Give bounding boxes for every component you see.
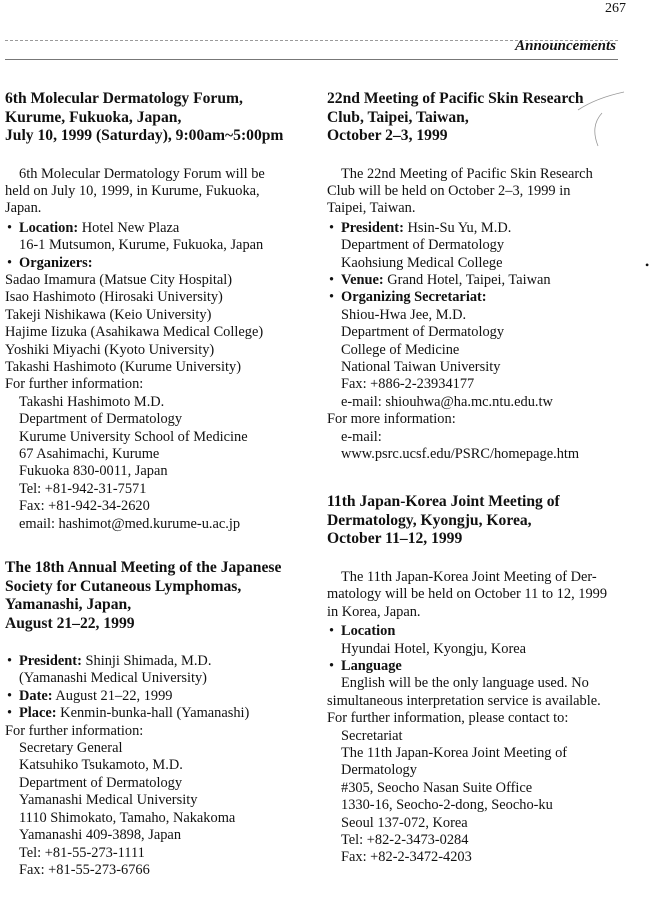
organizers-list xyxy=(5,272,309,376)
title-line: Yamanashi, Japan, xyxy=(5,596,132,614)
intro-paragraph xyxy=(327,166,625,218)
contact-line: #305, Seocho Nasan Suite Office xyxy=(341,779,533,796)
president-item xyxy=(327,220,625,272)
title-line: October 2–3, 1999 xyxy=(327,127,448,144)
contact-line: Department of Dermatology xyxy=(19,774,183,791)
announcement-title xyxy=(327,493,625,549)
more-info-label: For more information: xyxy=(327,411,456,428)
title-line: Dermatology, Kyongju, Korea, xyxy=(327,511,532,529)
title-line: Society for Cutaneous Lymphomas, xyxy=(5,577,242,595)
location-item xyxy=(327,623,625,658)
contact-line: Fax: +81-942-34-2620 xyxy=(19,498,150,515)
more-info-url: www.psrc.ucsf.edu/PSRC/homepage.htm xyxy=(341,446,580,462)
language-label: Language xyxy=(341,657,402,674)
contact-line: 67 Asahimachi, Kurume xyxy=(19,446,160,462)
president-line: Kaohsiung Medical College xyxy=(341,254,503,271)
further-info-label: For further information: xyxy=(5,722,144,739)
contact-line: Fax: +82-2-3472-4203 xyxy=(341,849,472,866)
title-line: The 18th Annual Meeting of the Japanese xyxy=(5,559,282,577)
contact-block xyxy=(5,394,309,533)
announcement-title xyxy=(5,559,309,633)
bullet-icon: • xyxy=(329,271,335,288)
bullet-icon: • xyxy=(329,219,335,236)
bullet-icon: • xyxy=(329,657,335,674)
contact-line: Seoul 137-072, Korea xyxy=(341,814,468,831)
bullet-icon: • xyxy=(329,289,335,306)
announcement-japan-korea-joint-meeting xyxy=(327,493,625,866)
contact-line: Fax: +81-55-273-6766 xyxy=(19,861,150,878)
right-column xyxy=(327,90,625,893)
more-info-block xyxy=(327,429,625,464)
announcement-title xyxy=(327,90,625,146)
secretariat-item xyxy=(327,289,625,411)
title-line: July 10, 1999 (Saturday), 9:00am~5:00pm xyxy=(5,127,284,144)
contact-line: Tel: +81-55-273-1111 xyxy=(19,844,145,861)
contact-line: Kurume University School of Medicine xyxy=(19,428,248,445)
contact-block xyxy=(327,728,625,867)
bullet-icon: • xyxy=(7,705,13,722)
organizer: Isao Hashimoto (Hirosaki University) xyxy=(5,289,223,306)
page-number: 267 xyxy=(605,1,626,16)
contact-line: Tel: +82-2-3473-0284 xyxy=(341,832,469,848)
contact-line: Yamanashi 409-3898, Japan xyxy=(19,827,182,844)
location-value: Hyundai Hotel, Kyongju, Korea xyxy=(341,640,527,657)
president-value: Shinji Shimada, M.D. xyxy=(85,653,212,670)
president-label: President: xyxy=(341,219,404,236)
language-line: simultaneous interpretation service is available. xyxy=(327,692,601,709)
president-affiliation: (Yamanashi Medical University) xyxy=(19,670,207,687)
organizer: Yoshiki Miyachi (Kyoto University) xyxy=(5,341,215,358)
secretariat-label: Organizing Secretariat: xyxy=(341,289,487,306)
intro-line: 6th Molecular Dermatology Forum will be xyxy=(19,165,265,182)
further-info-label: For further information: xyxy=(5,376,144,393)
bullet-icon: • xyxy=(7,653,13,670)
bullet-icon: • xyxy=(329,623,335,640)
contact-email: email: hashimot@med.kurume-u.ac.jp xyxy=(19,515,241,532)
secretariat-line: Department of Dermatology xyxy=(341,324,505,341)
header-rule-bottom xyxy=(5,59,618,60)
title-line: 22nd Meeting of Pacific Skin Research xyxy=(327,90,584,107)
date-label: Date: xyxy=(19,687,53,704)
intro-paragraph xyxy=(327,569,625,621)
title-line: 6th Molecular Dermatology Forum, xyxy=(5,90,243,107)
secretariat-line: Shiou-Hwa Jee, M.D. xyxy=(341,306,467,323)
location-label: Location xyxy=(341,623,396,640)
bullet-icon: • xyxy=(7,687,13,704)
president-label: President: xyxy=(19,653,82,670)
contact-line: Dermatology xyxy=(341,762,417,779)
organizer: Sadao Imamura (Matsue City Hospital) xyxy=(5,271,233,288)
title-line: Kurume, Fukuoka, Japan, xyxy=(5,108,182,126)
organizer: Takeji Nishikawa (Keio University) xyxy=(5,306,212,323)
intro-line: Taipei, Taiwan. xyxy=(327,200,416,217)
contact-line: Tel: +81-942-31-7571 xyxy=(19,480,147,497)
place-value: Kenmin-bunka-hall (Yamanashi) xyxy=(60,705,250,722)
bullet-icon: • xyxy=(7,219,13,236)
venue-item xyxy=(327,272,625,289)
contact-block xyxy=(5,740,309,879)
organizers-item xyxy=(5,255,309,272)
title-line: August 21–22, 1999 xyxy=(5,614,135,632)
secretariat-line: College of Medicine xyxy=(341,341,460,358)
intro-line: matology will be held on October 11 to 12, 1999 xyxy=(327,586,608,603)
left-column xyxy=(5,90,309,905)
contact-line: Secretariat xyxy=(341,727,403,744)
announcement-cutaneous-lymphomas xyxy=(5,559,309,879)
intro-line: The 11th Japan-Korea Joint Meeting of Der- xyxy=(341,568,597,585)
venue-value: Grand Hotel, Taipei, Taiwan xyxy=(387,271,551,288)
location-item xyxy=(5,220,309,255)
bullet-icon: • xyxy=(7,254,13,271)
place-item xyxy=(5,705,309,722)
intro-paragraph xyxy=(5,166,309,218)
language-continuation xyxy=(327,693,625,728)
intro-line: Club will be held on October 2–3, 1999 in xyxy=(327,182,571,199)
title-line: Club, Taipei, Taiwan, xyxy=(327,108,469,126)
location-value: Hotel New Plaza xyxy=(81,219,180,236)
title-line: 11th Japan-Korea Joint Meeting of xyxy=(327,493,560,511)
announcement-pacific-skin-research xyxy=(327,90,625,463)
president-item xyxy=(5,653,309,688)
contact-line: Secretary General xyxy=(19,740,123,757)
location-label: Location: xyxy=(19,219,79,236)
contact-line: Takashi Hashimoto M.D. xyxy=(19,393,165,410)
president-line: Department of Dermatology xyxy=(341,237,505,254)
secretariat-line: National Taiwan University xyxy=(341,358,501,375)
contact-line: Fukuoka 830-0011, Japan xyxy=(19,463,168,480)
contact-line: Department of Dermatology xyxy=(19,411,183,428)
organizer: Hajime Iizuka (Asahikawa Medical College) xyxy=(5,324,264,341)
contact-line: 1110 Shimokato, Tamaho, Nakakoma xyxy=(19,809,236,826)
intro-line: Japan. xyxy=(5,200,42,217)
venue-label: Venue: xyxy=(341,271,384,288)
language-item xyxy=(327,658,625,693)
secretariat-line: Fax: +886-2-23934177 xyxy=(341,376,475,393)
organizers-label: Organizers: xyxy=(19,254,93,271)
secretariat-email: e-mail: shiouhwa@ha.mc.ntu.edu.tw xyxy=(341,393,553,410)
intro-line: in Korea, Japan. xyxy=(327,603,421,620)
contact-line: The 11th Japan-Korea Joint Meeting of xyxy=(341,744,568,761)
organizer: Takashi Hashimoto (Kurume University) xyxy=(5,358,241,375)
more-info-line: e-mail: xyxy=(341,428,382,445)
contact-line: 1330-16, Seocho-2-dong, Seocho-ku xyxy=(341,797,553,814)
intro-line: held on July 10, 1999, in Kurume, Fukuoka, xyxy=(5,182,260,199)
contact-line: Yamanashi Medical University xyxy=(19,792,198,809)
intro-line: The 22nd Meeting of Pacific Skin Research xyxy=(341,165,593,182)
language-line: English will be the only language used. No xyxy=(341,675,589,692)
title-line: October 11–12, 1999 xyxy=(327,530,463,548)
announcement-molecular-dermatology-forum xyxy=(5,90,309,533)
section-title: Announcements xyxy=(515,38,616,54)
place-label: Place: xyxy=(19,705,57,722)
contact-line: Katsuhiko Tsukamoto, M.D. xyxy=(19,757,183,774)
date-item xyxy=(5,688,309,705)
location-address: 16-1 Mutsumon, Kurume, Fukuoka, Japan xyxy=(19,237,264,254)
contact-label: For further information, please contact to: xyxy=(327,710,569,727)
announcement-title xyxy=(5,90,309,146)
president-value: Hsin-Su Yu, M.D. xyxy=(407,219,512,236)
date-value: August 21–22, 1999 xyxy=(55,687,173,704)
margin-mark: • xyxy=(645,258,650,272)
